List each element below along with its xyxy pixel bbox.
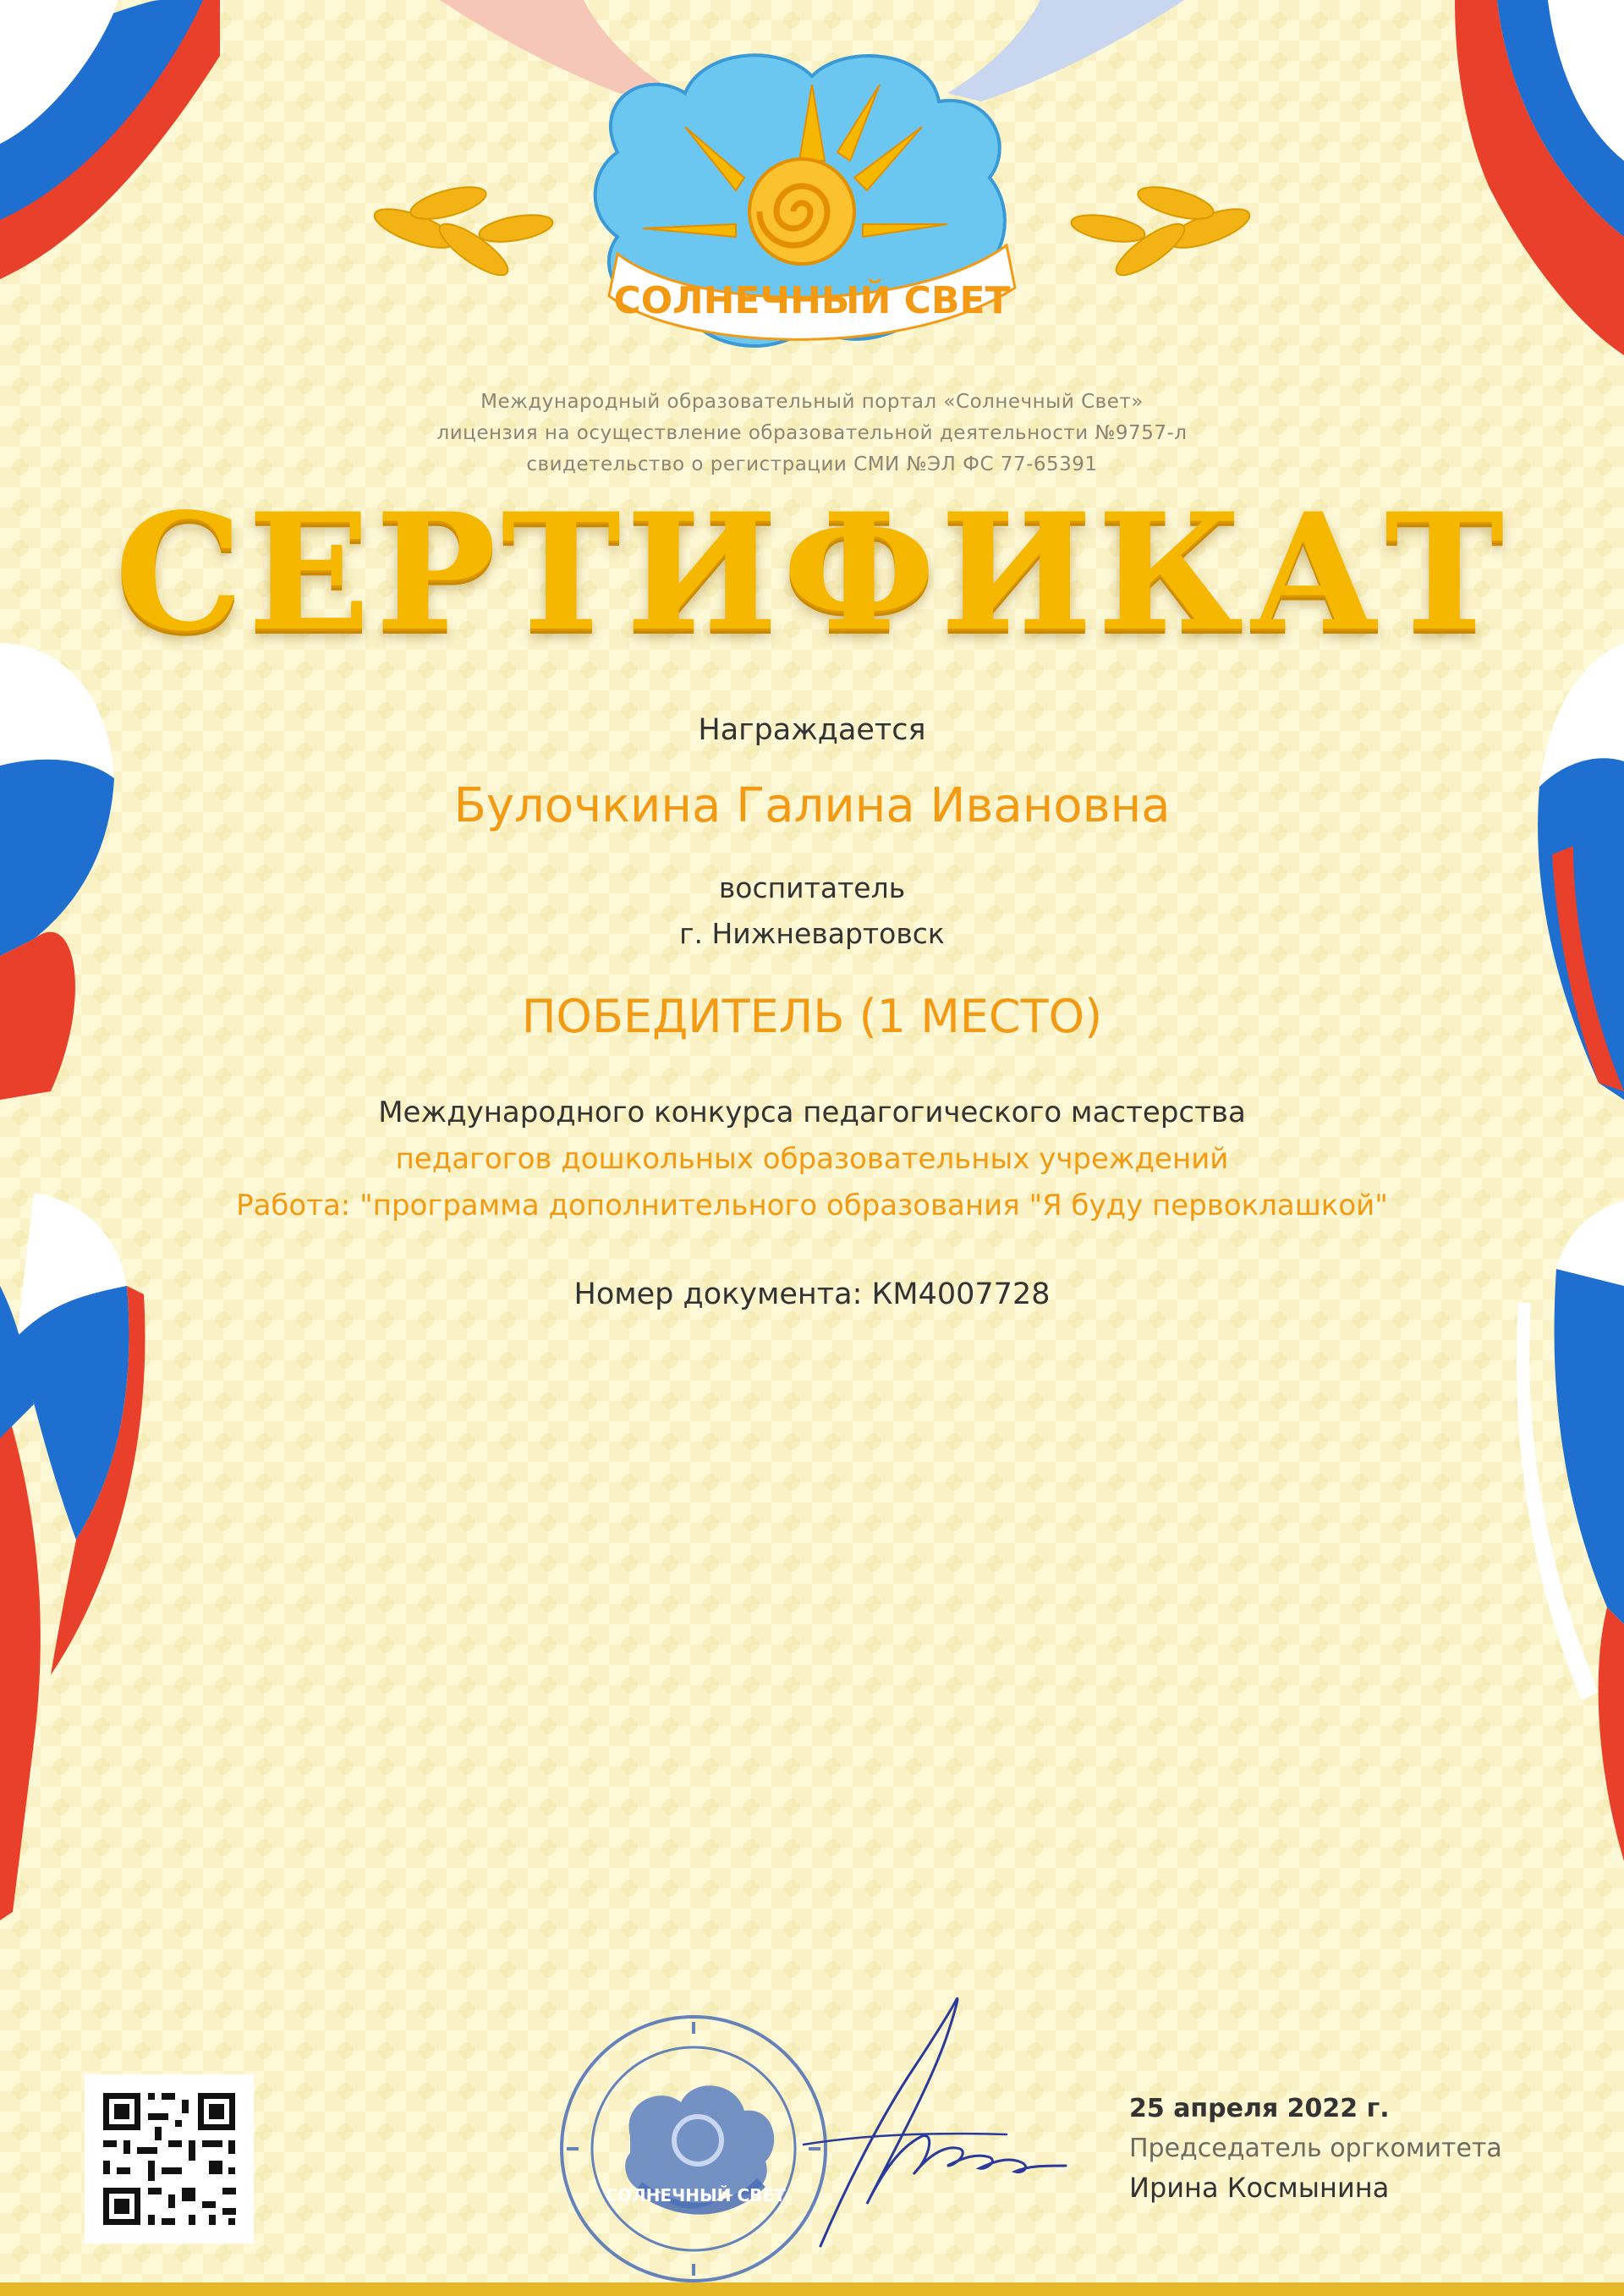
recipient-position: воспитатель	[718, 871, 906, 904]
right-flag-ribbons	[1404, 0, 1624, 1946]
chair-title: Председатель оргкомитета	[1129, 2134, 1502, 2163]
chair-name: Ирина Космынина	[1129, 2172, 1390, 2204]
bottom-border-bar	[0, 2282, 1624, 2296]
award-place: ПОБЕДИТЕЛЬ (1 МЕСТО)	[521, 990, 1103, 1043]
logo-text: СОЛНЕЧНЫЙ СВЕТ	[613, 279, 1011, 322]
recipient-city: г. Нижневартовск	[679, 917, 945, 950]
awarded-label: Награждается	[698, 713, 926, 747]
issue-date: 25 апреля 2022 г.	[1129, 2094, 1390, 2123]
document-number: Номер документа: КМ4007728	[573, 1277, 1051, 1311]
media-registration-line: свидетельство о регистрации СМИ №ЭЛ ФС 77-65391	[526, 453, 1098, 475]
license-line: лицензия на осуществление образовательной деятельности №9757-л	[436, 422, 1188, 444]
chair-signature	[787, 1992, 1074, 2263]
portal-name-line: Международный образовательный портал «Солнечный Свет»	[480, 391, 1144, 413]
sunny-light-logo	[338, 34, 1286, 389]
category-line: педагогов дошкольных образовательных учреждений	[395, 1142, 1229, 1176]
stamp-logo-text: СОЛНЕЧНЫЙ СВЕТ	[605, 2185, 786, 2205]
work-title-line: Работа: "программа дополнительного образования "Я буду первоклашкой"	[236, 1189, 1388, 1222]
left-flag-ribbons	[0, 0, 220, 1946]
qr-code-container	[85, 2074, 254, 2244]
qr-code-icon	[85, 2074, 254, 2244]
contest-line: Международного конкурса педагогического мастерства	[378, 1096, 1246, 1129]
certificate-title: СЕРТИФИКАТ	[114, 478, 1510, 667]
recipient-name: Булочкина Галина Ивановна	[453, 778, 1171, 833]
